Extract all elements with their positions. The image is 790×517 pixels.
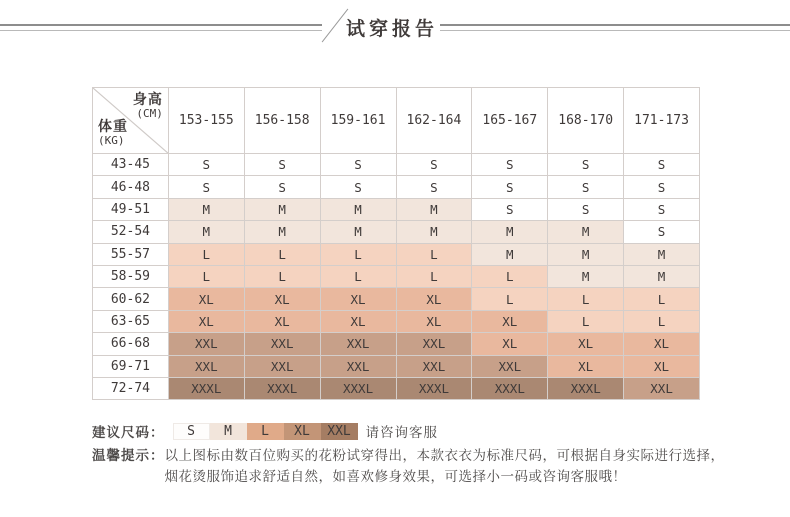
size-cell: XXXL [472, 377, 548, 399]
size-cell: M [320, 198, 396, 220]
size-cell: XL [548, 355, 624, 377]
size-cell: XL [168, 310, 244, 332]
legend-label: 建议尺码： [92, 425, 165, 441]
size-cell: XXL [320, 333, 396, 355]
size-cell: XXL [244, 333, 320, 355]
size-cell: L [624, 288, 700, 310]
height-column-header: 171-173 [624, 88, 700, 154]
size-cell: S [548, 154, 624, 176]
size-cell: M [168, 198, 244, 220]
size-cell: XXL [320, 355, 396, 377]
size-cell: XL [168, 288, 244, 310]
size-cell: XXL [168, 333, 244, 355]
table-row [93, 221, 700, 243]
size-cell: M [624, 243, 700, 265]
tips-line-2: 烟花烫服饰追求舒适自然，如喜欢修身效果，可选择小一码或咨询客服哦！ [164, 469, 627, 485]
page-title: 试穿报告 [345, 18, 438, 40]
size-cell: S [624, 221, 700, 243]
size-chart-table [92, 87, 700, 400]
table-row [93, 377, 700, 399]
size-cell: XL [624, 355, 700, 377]
size-cell: XXXL [320, 377, 396, 399]
height-column-header: 156-158 [244, 88, 320, 154]
size-cell: L [244, 243, 320, 265]
weight-row-header: 43-45 [93, 154, 169, 176]
size-cell: S [320, 154, 396, 176]
weight-row-header: 49-51 [93, 198, 169, 220]
table-row [93, 243, 700, 265]
table-row [93, 310, 700, 332]
title-rule-right-bottom [440, 30, 790, 31]
size-cell: XL [320, 310, 396, 332]
legend-swatch: S [173, 423, 210, 440]
tips-line-1: 以上图标由数百位购买的花粉试穿得出，本款衣衣为标准尺码，可根据自身实际进行选择， [164, 448, 725, 464]
size-cell: L [244, 265, 320, 287]
size-cell: S [548, 176, 624, 198]
height-column-header: 168-170 [548, 88, 624, 154]
size-cell: M [396, 221, 472, 243]
size-cell: M [548, 221, 624, 243]
size-cell: S [472, 154, 548, 176]
tips-text [165, 446, 725, 488]
size-cell: S [624, 154, 700, 176]
size-cell: XXXL [168, 377, 244, 399]
legend-swatch: XL [284, 423, 321, 440]
size-cell: S [244, 154, 320, 176]
size-cell: XXL [168, 355, 244, 377]
legend-note: 请咨询客服 [365, 425, 438, 441]
size-cell: XXL [472, 355, 548, 377]
size-cell: S [168, 176, 244, 198]
height-column-header: 159-161 [320, 88, 396, 154]
table-row [93, 288, 700, 310]
size-cell: L [168, 243, 244, 265]
size-cell: XL [320, 288, 396, 310]
size-cell: L [320, 243, 396, 265]
height-column-header: 153-155 [168, 88, 244, 154]
size-cell: XXL [396, 333, 472, 355]
table-row [93, 176, 700, 198]
size-cell: S [624, 198, 700, 220]
tips-block [92, 446, 752, 488]
legend-swatch: M [210, 423, 247, 440]
weight-row-header: 69-71 [93, 355, 169, 377]
size-cell: M [472, 221, 548, 243]
weight-row-header: 52-54 [93, 221, 169, 243]
weight-row-header: 72-74 [93, 377, 169, 399]
size-cell: XXXL [548, 377, 624, 399]
size-cell: S [168, 154, 244, 176]
size-cell: XXXL [244, 377, 320, 399]
size-cell: XXL [624, 377, 700, 399]
size-cell: XXL [396, 355, 472, 377]
axis-corner-cell [93, 88, 169, 154]
size-cell: XL [624, 333, 700, 355]
size-cell: M [244, 198, 320, 220]
size-cell: XL [244, 310, 320, 332]
title-rule-left-bottom [0, 30, 322, 31]
legend-swatch-strip [173, 423, 358, 440]
tips-label: 温馨提示： [92, 448, 165, 464]
size-cell: M [168, 221, 244, 243]
size-cell: S [396, 176, 472, 198]
size-cell: M [548, 265, 624, 287]
weight-row-header: 55-57 [93, 243, 169, 265]
weight-row-header: 63-65 [93, 310, 169, 332]
size-cell: S [472, 198, 548, 220]
size-cell: XL [244, 288, 320, 310]
table-row [93, 333, 700, 355]
size-cell: S [548, 198, 624, 220]
size-cell: XL [472, 310, 548, 332]
size-cell: XL [472, 333, 548, 355]
size-cell: L [548, 288, 624, 310]
weight-row-header: 46-48 [93, 176, 169, 198]
size-cell: S [396, 154, 472, 176]
size-cell: XL [396, 288, 472, 310]
size-cell: S [320, 176, 396, 198]
size-cell: L [168, 265, 244, 287]
size-legend [92, 421, 438, 441]
height-column-header: 162-164 [396, 88, 472, 154]
size-cell: XXXL [396, 377, 472, 399]
size-cell: S [244, 176, 320, 198]
size-cell: XL [548, 333, 624, 355]
height-column-header: 165-167 [472, 88, 548, 154]
size-cell: L [396, 243, 472, 265]
size-cell: M [472, 243, 548, 265]
size-cell: L [472, 288, 548, 310]
table-row [93, 198, 700, 220]
weight-axis-label: 体重 (KG) [98, 119, 128, 147]
size-cell: L [472, 265, 548, 287]
weight-row-header: 58-59 [93, 265, 169, 287]
size-cell: L [548, 310, 624, 332]
size-cell: XXL [244, 355, 320, 377]
size-cell: M [624, 265, 700, 287]
table-row [93, 154, 700, 176]
table-row [93, 355, 700, 377]
size-cell: M [548, 243, 624, 265]
size-cell: S [624, 176, 700, 198]
legend-swatch: L [247, 423, 284, 440]
weight-row-header: 60-62 [93, 288, 169, 310]
table-row [93, 265, 700, 287]
legend-swatch: XXL [321, 423, 358, 440]
weight-row-header: 66-68 [93, 333, 169, 355]
size-cell: M [396, 198, 472, 220]
size-cell: S [472, 176, 548, 198]
size-cell: M [320, 221, 396, 243]
title-rule-left-top [0, 24, 322, 26]
height-axis-label: 身高 (CM) [132, 92, 163, 120]
size-cell: L [396, 265, 472, 287]
size-cell: XL [396, 310, 472, 332]
size-cell: M [244, 221, 320, 243]
size-cell: L [624, 310, 700, 332]
size-cell: L [320, 265, 396, 287]
title-rule-right-top [440, 24, 790, 26]
